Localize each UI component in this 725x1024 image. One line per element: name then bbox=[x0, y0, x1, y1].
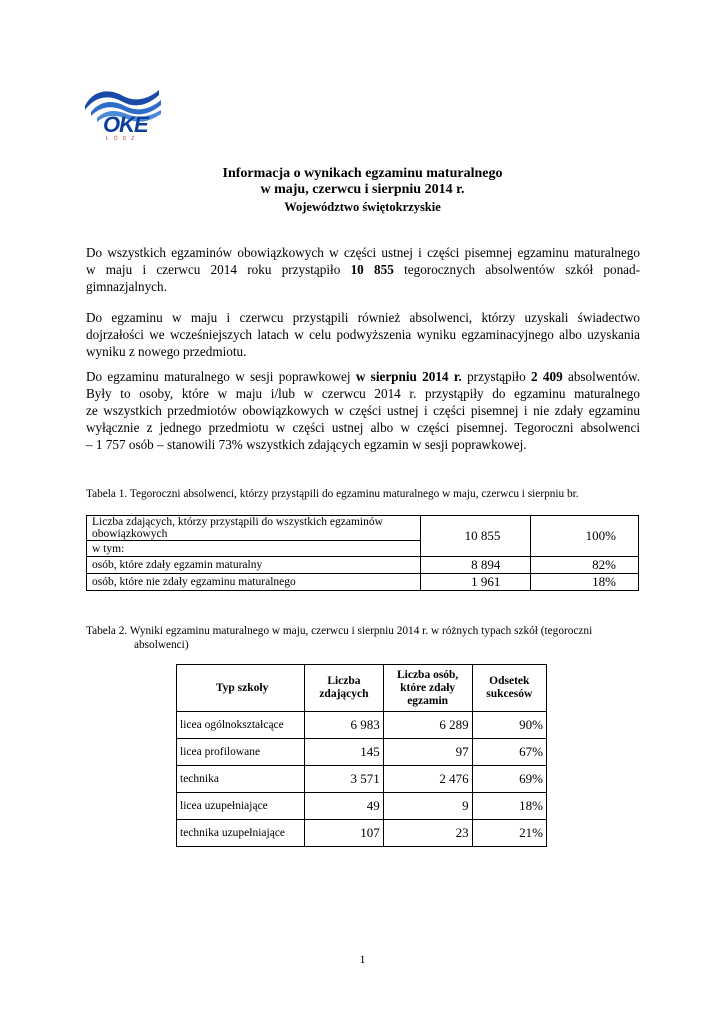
document-title-line2: w maju, czerwcu i sierpniu 2014 r. bbox=[260, 182, 465, 197]
table-2 bbox=[176, 664, 547, 847]
table1-cell-value: 8 894 bbox=[420, 557, 531, 574]
p2-line2: dojrzałości we wcześniejszych latach w celu podwyższenia wyniku egzaminacyjnego albo uzyskania bbox=[86, 327, 640, 342]
cell-count: 107 bbox=[305, 820, 384, 847]
table2-caption-line-b: absolwenci) bbox=[134, 639, 189, 651]
cell-rate: 21% bbox=[472, 820, 546, 847]
page-number: 1 bbox=[359, 952, 366, 966]
header-passed-line-a: Liczba osób, bbox=[396, 668, 459, 681]
p1-text-c: tegorocznych absolwentów szkół ponad- bbox=[393, 262, 641, 277]
cell-count: 49 bbox=[305, 793, 384, 820]
header-count-line-a: Liczba bbox=[327, 675, 361, 687]
p1-text-a: w maju i czerwcu 2014 roku przystąpiło bbox=[86, 262, 351, 277]
cell-rate: 67% bbox=[472, 739, 546, 766]
p3-line3: ze wszystkich przedmiotów obowiązkowych w części ustnej i części pisemnej i nie zdały egzaminu bbox=[86, 403, 640, 418]
cell-rate: 90% bbox=[472, 712, 546, 739]
p3-line4: wyłącznie z jednego przedmiotu w części ustnej albo w części pisemnej. Tegoroczni absolwenci bbox=[86, 420, 640, 435]
cell-rate: 18% bbox=[472, 793, 546, 820]
table-row bbox=[87, 516, 639, 541]
paragraph-3 bbox=[86, 368, 640, 453]
table1-cell-label: osób, które zdały egzamin maturalny bbox=[87, 557, 421, 574]
p2-line3: wyniku z nowego przedmiotu. bbox=[86, 344, 247, 359]
header-passed bbox=[383, 665, 472, 712]
header-count bbox=[305, 665, 384, 712]
p3-line1 bbox=[86, 368, 640, 385]
header-school-type: Typ szkoły bbox=[177, 665, 305, 712]
p1-count: 10 855 bbox=[350, 262, 394, 277]
table1-label-line-a: Liczba zdających, którzy przystąpili do wszystkich egzaminów bbox=[92, 516, 383, 528]
header-passed-line-b: które zdały bbox=[400, 681, 456, 694]
cell-count: 3 571 bbox=[305, 766, 384, 793]
paragraph-1 bbox=[86, 244, 640, 295]
cell-school-type: technika bbox=[177, 766, 305, 793]
p3-line2: Były to osoby, które w maju i/lub w czerwcu 2014 r. przystąpiły do egzaminu maturalnego bbox=[86, 386, 640, 401]
p3-text-a: Do egzaminu maturalnego w sesji poprawkowej bbox=[86, 369, 356, 384]
header-passed-line-c: egzamin bbox=[407, 694, 449, 707]
table1-cell-label: w tym: bbox=[87, 541, 421, 557]
p3-text-c: przystąpiło bbox=[461, 369, 531, 384]
table1-cell-pct: 100% bbox=[531, 516, 639, 557]
cell-passed: 2 476 bbox=[383, 766, 472, 793]
p1-line2 bbox=[86, 261, 640, 278]
p3-session: w sierpniu 2014 r. bbox=[355, 369, 462, 384]
cell-passed: 97 bbox=[383, 739, 472, 766]
p1-line1: Do wszystkich egzaminów obowiązkowych w części ustnej i części pisemnej egzaminu maturalnego bbox=[86, 245, 640, 260]
table-row bbox=[177, 712, 547, 739]
table1-cell-value: 1 961 bbox=[420, 574, 531, 591]
cell-passed: 9 bbox=[383, 793, 472, 820]
p3-line5: – 1 757 osób – stanowili 73% wszystkich zdających egzamin w sesji poprawkowej. bbox=[86, 437, 527, 452]
table-1 bbox=[86, 515, 639, 591]
logo-subtext: ŁÓDŹ bbox=[106, 136, 140, 142]
table1-cell-label: osób, które nie zdały egzaminu maturalnego bbox=[87, 574, 421, 591]
document-title-line1: Informacja o wynikach egzaminu maturalnego bbox=[222, 166, 503, 181]
table2-caption bbox=[86, 624, 646, 652]
header-rate-line-b: sukcesów bbox=[486, 688, 533, 700]
cell-school-type: licea ogólnokształcące bbox=[177, 712, 305, 739]
table1-caption: Tabela 1. Tegoroczni absolwenci, którzy przystąpili do egzaminu maturalnego w maju, czerwcu i sierpniu br. bbox=[86, 488, 579, 500]
cell-school-type: licea profilowane bbox=[177, 739, 305, 766]
p3-count: 2 409 bbox=[530, 369, 563, 384]
header-rate-line-a: Odsetek bbox=[489, 675, 530, 687]
table-row bbox=[87, 557, 639, 574]
p3-text-e: absolwentów. bbox=[562, 369, 641, 384]
table1-cell-label bbox=[87, 516, 421, 541]
table2-caption-line-a: Tabela 2. Wyniki egzaminu maturalnego w maju, czerwcu i sierpniu 2014 r. w różnych typach szkół (tegoroczni bbox=[86, 625, 593, 637]
table1-cell-pct: 18% bbox=[531, 574, 639, 591]
cell-passed: 23 bbox=[383, 820, 472, 847]
cell-school-type: licea uzupełniające bbox=[177, 793, 305, 820]
paragraph-2 bbox=[86, 309, 640, 360]
logo-text: OKE bbox=[103, 112, 148, 137]
p2-line1: Do egzaminu w maju i czerwcu przystąpili również absolwenci, którzy uzyskali świadectwo bbox=[86, 310, 640, 325]
cell-school-type: technika uzupełniające bbox=[177, 820, 305, 847]
table-row bbox=[177, 793, 547, 820]
table1-label-line-b: obowiązkowych bbox=[92, 528, 168, 540]
table-header-row bbox=[177, 665, 547, 712]
cell-count: 145 bbox=[305, 739, 384, 766]
p1-line3: gimnazjalnych. bbox=[86, 279, 167, 294]
header-rate bbox=[472, 665, 546, 712]
cell-rate: 69% bbox=[472, 766, 546, 793]
table1-cell-pct: 82% bbox=[531, 557, 639, 574]
table-row bbox=[177, 739, 547, 766]
table1-cell-value: 10 855 bbox=[420, 516, 531, 557]
table-row bbox=[177, 820, 547, 847]
table-row bbox=[87, 574, 639, 591]
region-name: Województwo świętokrzyskie bbox=[284, 200, 441, 214]
cell-passed: 6 289 bbox=[383, 712, 472, 739]
table-row bbox=[177, 766, 547, 793]
header-count-line-b: zdających bbox=[319, 688, 369, 700]
cell-count: 6 983 bbox=[305, 712, 384, 739]
